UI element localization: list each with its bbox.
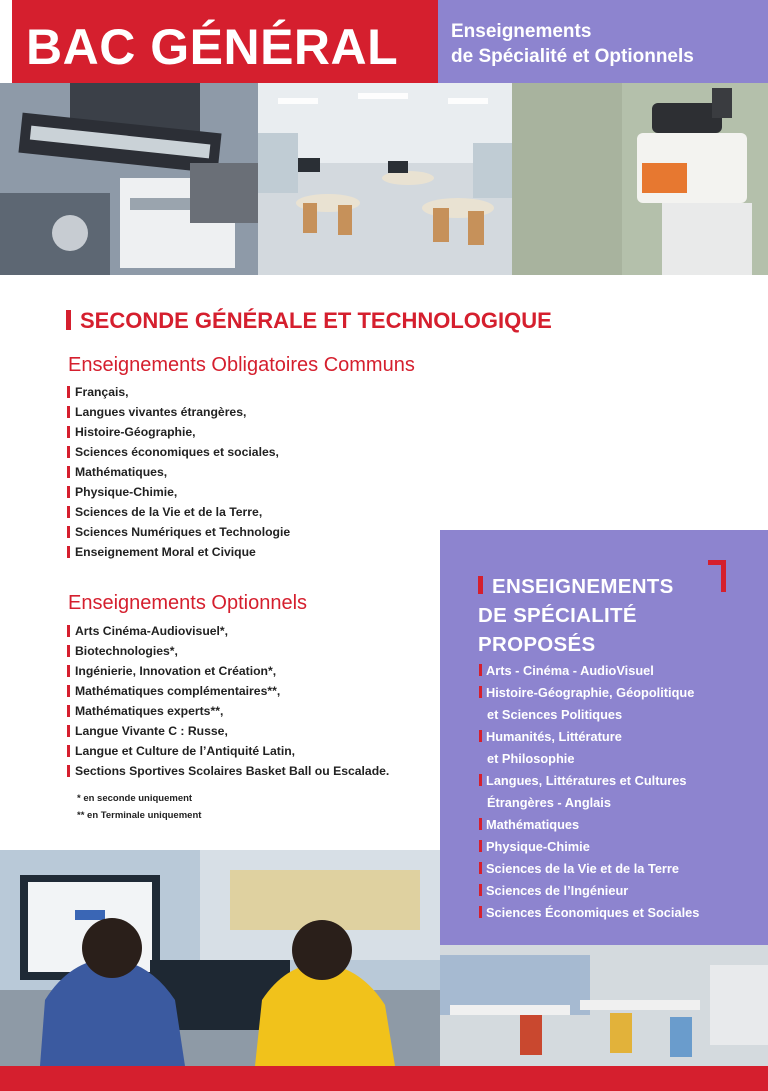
- list-item: Mathématiques complémentaires**,: [67, 682, 389, 702]
- list-item: Sections Sportives Scolaires Basket Ball ou Escalade.: [67, 762, 389, 782]
- footer-bar: [0, 1066, 768, 1091]
- page-title: BAC GÉNÉRAL: [26, 19, 399, 75]
- classroom-chairs-photo: [440, 945, 768, 1066]
- specialites-heading: ENSEIGNEMENTS DE SPÉCIALITÉ PROPOSÉS: [478, 575, 674, 656]
- footnotes: [77, 790, 201, 824]
- specialites-list: [479, 660, 699, 924]
- list-item: Langue Vivante C : Russe,: [67, 722, 389, 742]
- list-item: Physique-Chimie: [479, 836, 699, 858]
- list-item: Sciences économiques et sociales,: [67, 443, 290, 463]
- list-item: Langues, Littératures et Cultures Étrangères - Anglais: [479, 770, 699, 814]
- list-item: Humanités, Littérature et Philosophie: [479, 726, 699, 770]
- subtitle-line-2: de Spécialité et Optionnels: [451, 46, 694, 67]
- list-item: Ingénierie, Innovation et Création*,: [67, 662, 389, 682]
- list-item: Physique-Chimie,: [67, 483, 290, 503]
- list-item: Sciences de la Vie et de la Terre: [479, 858, 699, 880]
- list-item: Langue et Culture de l’Antiquité Latin,: [67, 742, 389, 762]
- list-item: Langues vivantes étrangères,: [67, 403, 290, 423]
- list-item: Sciences Numériques et Technologie: [67, 523, 290, 543]
- heading-marker: [66, 310, 71, 330]
- list-item: Mathématiques: [479, 814, 699, 836]
- students-computer-photo: [0, 850, 440, 1066]
- subtitle-banner: [438, 0, 768, 83]
- list-item: Mathématiques,: [67, 463, 290, 483]
- list-item: Français,: [67, 383, 290, 403]
- engineering-lab-photo: [0, 83, 258, 275]
- list-item: Arts - Cinéma - AudioVisuel: [479, 660, 699, 682]
- section-heading: [66, 308, 552, 334]
- optionnels-list: [67, 622, 389, 782]
- footnote-seconde: * en seconde uniquement: [77, 793, 193, 804]
- obligatoires-list: [67, 383, 290, 563]
- list-item: Sciences Économiques et Sociales: [479, 902, 699, 924]
- list-item: Enseignement Moral et Civique: [67, 543, 290, 563]
- title-banner: [12, 0, 438, 93]
- list-item: Biotechnologies*,: [67, 642, 389, 662]
- list-item: Sciences de l’Ingénieur: [479, 880, 699, 902]
- corner-bracket-decoration: [708, 560, 726, 592]
- list-item: Sciences de la Vie et de la Terre,: [67, 503, 290, 523]
- subtitle-line-1: Enseignements: [451, 21, 592, 42]
- footnote-terminale: ** en Terminale uniquement: [77, 810, 202, 821]
- optionnels-heading: Enseignements Optionnels: [68, 592, 308, 614]
- obligatoires-heading: Enseignements Obligatoires Communs: [68, 354, 415, 376]
- section-heading-text: SECONDE GÉNÉRALE ET TECHNOLOGIQUE: [80, 308, 552, 333]
- list-item: Arts Cinéma-Audiovisuel*,: [67, 622, 389, 642]
- heading-marker: [478, 576, 483, 594]
- microscope-photo: [512, 83, 768, 275]
- page-subtitle: [451, 19, 694, 69]
- list-item: Mathématiques experts**,: [67, 702, 389, 722]
- list-item: Histoire-Géographie, Géopolitique et Sciences Politiques: [479, 682, 699, 726]
- classroom-photo: [258, 83, 512, 275]
- list-item: Histoire-Géographie,: [67, 423, 290, 443]
